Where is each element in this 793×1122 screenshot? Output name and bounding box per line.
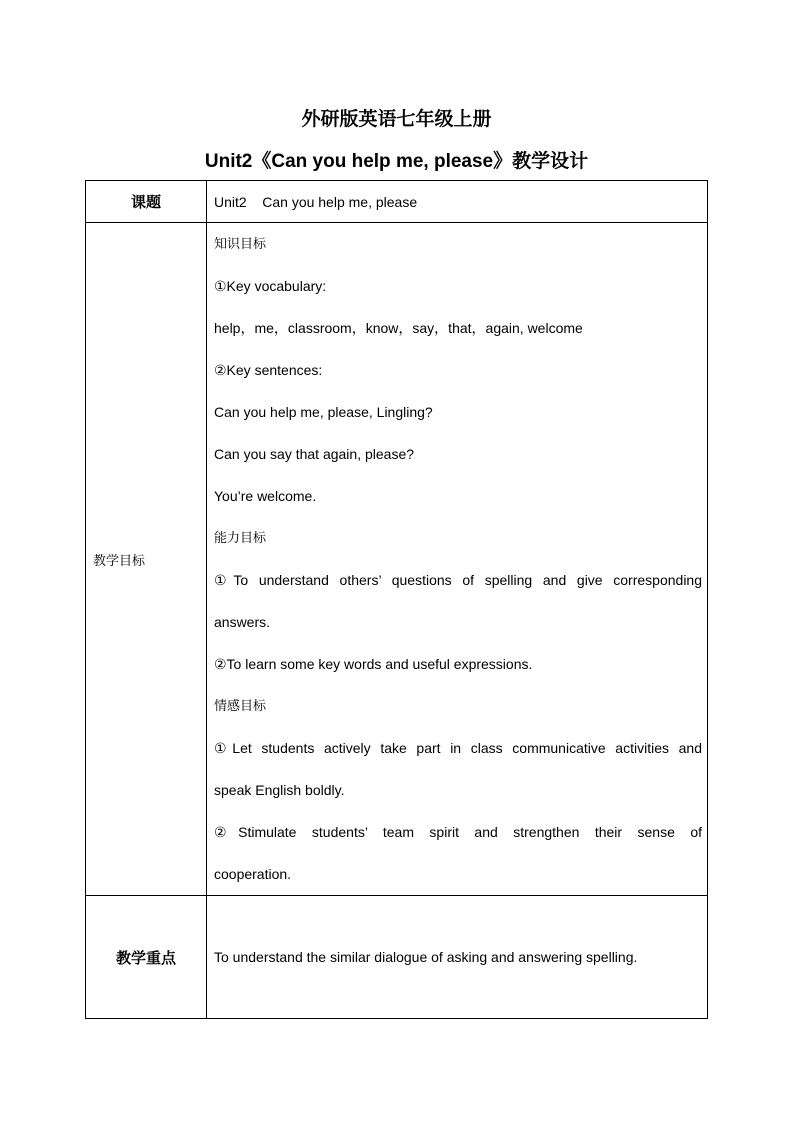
objective-line: ①To understand others’ questions of spelling and give corresponding <box>214 572 702 588</box>
document-subtitle: Unit2《Can you help me, please》教学设计 <box>204 151 589 172</box>
objective-line: help，me，classroom，know，say，that，again, welcome <box>214 320 583 336</box>
objective-line: speak English boldly. <box>214 782 345 798</box>
objectives-row <box>86 223 708 896</box>
objective-line: ②Key sentences: <box>214 362 323 378</box>
objective-line: answers. <box>214 614 271 630</box>
emotional-objectives-heading: 情感目标 <box>214 698 267 713</box>
focus-label: 教学重点 <box>86 896 207 1019</box>
objective-line: ②To learn some key words and useful expressions. <box>214 656 533 672</box>
objective-line: cooperation. <box>214 866 292 882</box>
focus-value: To understand the similar dialogue of asking and answering spelling. <box>207 896 708 1019</box>
topic-label: 课题 <box>86 181 207 223</box>
objective-line: You’re welcome. <box>214 488 317 504</box>
document-title: 外研版英语七年级上册 <box>301 109 492 130</box>
objectives-label: 教学目标 <box>86 223 207 896</box>
topic-value: Unit2 Can you help me, please <box>207 181 708 223</box>
focus-row <box>86 896 708 1019</box>
objective-line: Can you say that again, please? <box>214 446 415 462</box>
objectives-content <box>207 223 708 896</box>
objective-line: Can you help me, please, Lingling? <box>214 404 433 420</box>
objective-line: ①Let students actively take part in class communicative activities and <box>214 740 702 756</box>
ability-objectives-heading: 能力目标 <box>214 530 267 545</box>
lesson-plan-table <box>85 180 708 1019</box>
topic-row <box>86 181 708 223</box>
objective-line: ②Stimulate students’ team spirit and strengthen their sense of <box>214 824 702 840</box>
knowledge-objectives-heading: 知识目标 <box>214 236 267 251</box>
objective-line: ①Key vocabulary: <box>214 278 327 294</box>
